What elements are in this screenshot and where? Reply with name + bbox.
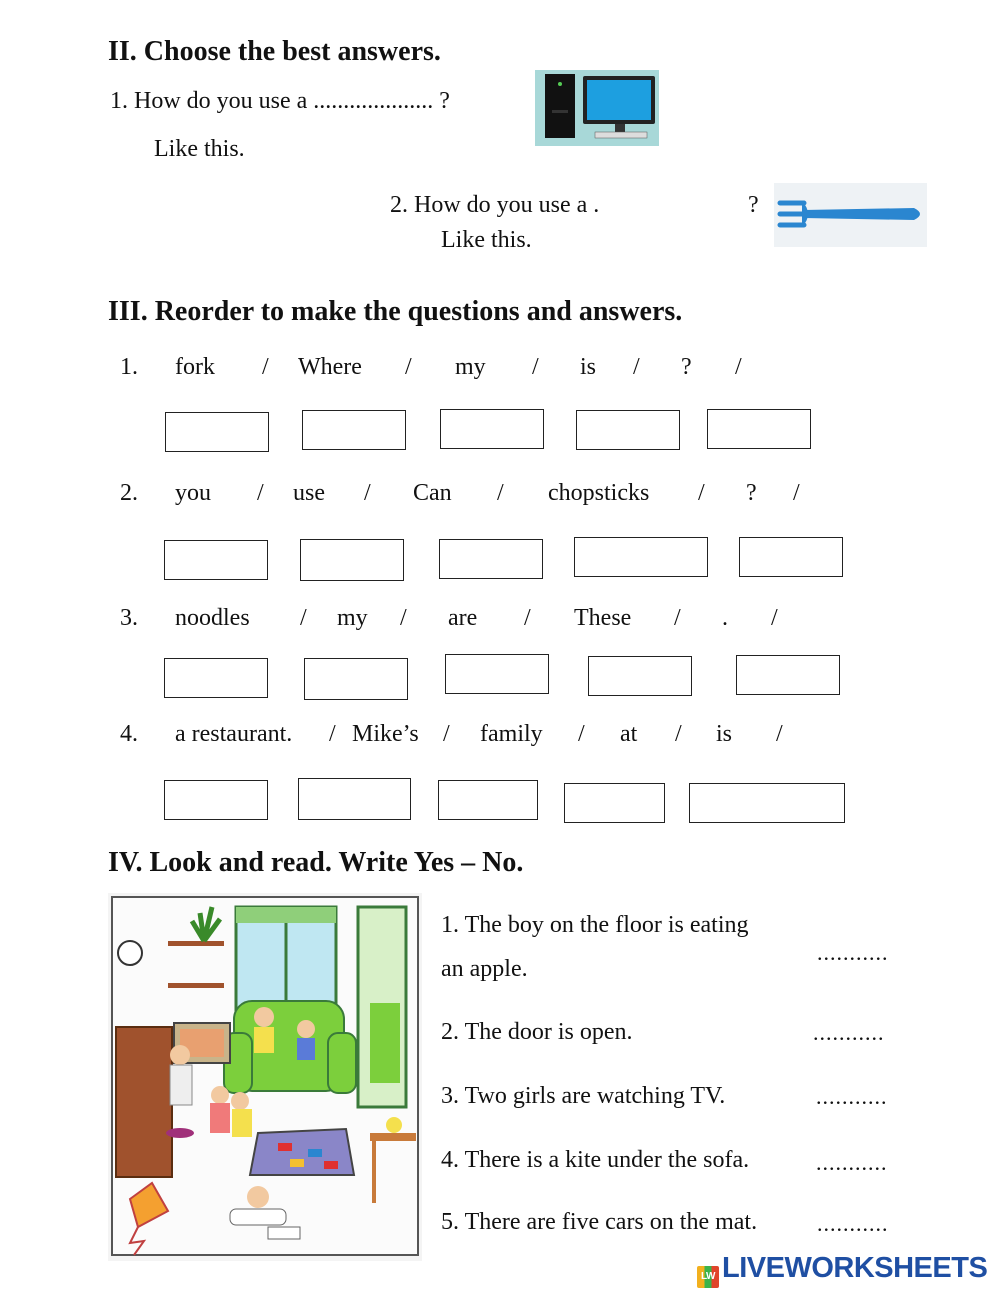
separator: / xyxy=(771,605,778,631)
living-room-image xyxy=(108,893,422,1261)
reorder-3-number: 3. xyxy=(120,605,138,631)
word-tile: ? xyxy=(681,354,692,380)
logo-text: LIVEWORKSHEETS xyxy=(722,1252,988,1284)
section-2-title: II. Choose the best answers. xyxy=(108,36,441,67)
section-3-title: III. Reorder to make the questions and answers. xyxy=(108,296,683,327)
separator: / xyxy=(524,605,531,631)
word-tile: is xyxy=(716,721,733,747)
answer-box[interactable] xyxy=(304,658,408,700)
word-tile: chopsticks xyxy=(548,480,650,506)
computer-image xyxy=(535,70,659,146)
reorder-1-number: 1. xyxy=(120,354,138,380)
answer-box[interactable] xyxy=(576,410,680,450)
answer-box[interactable] xyxy=(439,539,543,579)
statement-4: 4. There is a kite under the sofa. xyxy=(441,1147,750,1173)
separator: / xyxy=(262,354,269,380)
question-2-text: 2. How do you use a . xyxy=(390,192,600,218)
answer-box[interactable] xyxy=(164,780,268,820)
separator: / xyxy=(400,605,407,631)
word-tile: you xyxy=(175,480,211,506)
separator: / xyxy=(497,480,504,506)
separator: / xyxy=(257,480,264,506)
word-tile: use xyxy=(293,480,325,506)
question-2-answer: Like this. xyxy=(441,227,532,253)
separator: / xyxy=(532,354,539,380)
word-tile: at xyxy=(620,721,638,747)
separator: / xyxy=(675,721,682,747)
separator: / xyxy=(364,480,371,506)
word-tile: my xyxy=(455,354,486,380)
answer-box[interactable] xyxy=(574,537,708,577)
answer-box[interactable] xyxy=(438,780,538,820)
word-tile: noodles xyxy=(175,605,250,631)
separator: / xyxy=(300,605,307,631)
answer-blank-3[interactable]: ........... xyxy=(816,1084,888,1109)
word-tile: Mike’s xyxy=(352,721,419,747)
answer-box[interactable] xyxy=(736,655,840,695)
reorder-2-number: 2. xyxy=(120,480,138,506)
separator: / xyxy=(735,354,742,380)
fork-image xyxy=(774,183,927,247)
separator: / xyxy=(776,721,783,747)
question-1-answer: Like this. xyxy=(154,136,245,162)
answer-box[interactable] xyxy=(440,409,544,449)
reorder-4-number: 4. xyxy=(120,721,138,747)
logo-badge-icon: LW xyxy=(697,1266,719,1288)
separator: / xyxy=(405,354,412,380)
statement-5: 5. There are five cars on the mat. xyxy=(441,1209,758,1235)
answer-box[interactable] xyxy=(445,654,549,694)
word-tile: Where xyxy=(298,354,362,380)
question-2-mark: ? xyxy=(748,192,759,218)
answer-box[interactable] xyxy=(302,410,406,450)
word-tile: These xyxy=(574,605,632,631)
separator: / xyxy=(633,354,640,380)
word-tile: a restaurant. xyxy=(175,721,293,747)
answer-box[interactable] xyxy=(739,537,843,577)
word-tile: . xyxy=(722,605,728,631)
statement-1-line-1: 1. The boy on the floor is eating xyxy=(441,912,749,938)
statement-2: 2. The door is open. xyxy=(441,1019,633,1045)
word-tile: fork xyxy=(175,354,215,380)
answer-box[interactable] xyxy=(298,778,411,820)
separator: / xyxy=(329,721,336,747)
answer-box[interactable] xyxy=(689,783,845,823)
separator: / xyxy=(698,480,705,506)
answer-box[interactable] xyxy=(300,539,404,581)
answer-box[interactable] xyxy=(164,658,268,698)
answer-box[interactable] xyxy=(165,412,269,452)
answer-blank-4[interactable]: ........... xyxy=(816,1150,888,1175)
word-tile: is xyxy=(580,354,597,380)
word-tile: are xyxy=(448,605,478,631)
answer-blank-5[interactable]: ........... xyxy=(817,1211,889,1236)
answer-blank-2[interactable]: ........... xyxy=(813,1020,885,1045)
separator: / xyxy=(578,721,585,747)
section-4-title: IV. Look and read. Write Yes – No. xyxy=(108,847,524,878)
separator: / xyxy=(443,721,450,747)
statement-3: 3. Two girls are watching TV. xyxy=(441,1083,726,1109)
answer-box[interactable] xyxy=(588,656,692,696)
word-tile: ? xyxy=(746,480,757,506)
separator: / xyxy=(674,605,681,631)
answer-box[interactable] xyxy=(707,409,811,449)
statement-1-line-2: an apple. xyxy=(441,956,528,982)
word-tile: my xyxy=(337,605,368,631)
question-1-text: 1. How do you use a .................... ? xyxy=(110,88,450,114)
word-tile: Can xyxy=(413,480,452,506)
answer-box[interactable] xyxy=(164,540,268,580)
answer-box[interactable] xyxy=(564,783,665,823)
liveworksheets-logo xyxy=(697,1252,987,1288)
word-tile: family xyxy=(480,721,543,747)
answer-blank-1[interactable]: ........... xyxy=(817,940,889,965)
separator: / xyxy=(793,480,800,506)
